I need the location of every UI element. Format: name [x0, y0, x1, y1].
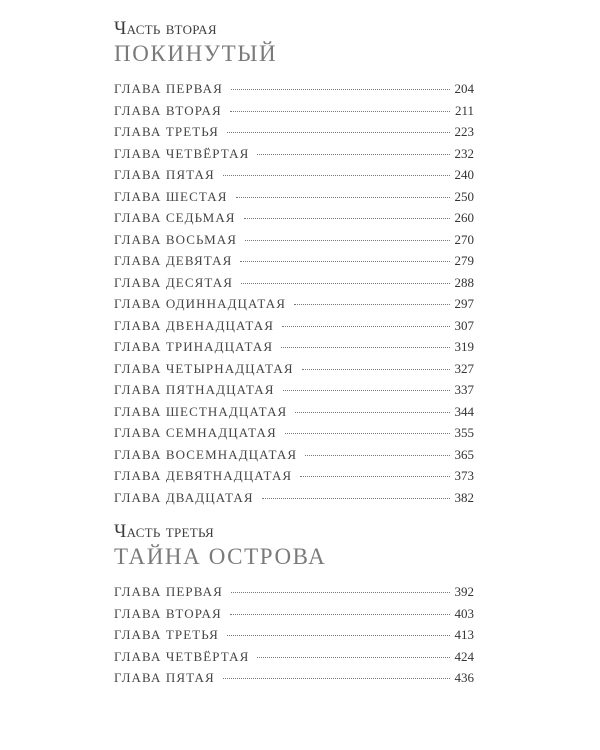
toc-entry[interactable] — [114, 186, 474, 208]
dot-leader — [302, 368, 450, 370]
chapter-label: ГЛАВА ПЯТАЯ — [114, 670, 215, 685]
chapter-label: ГЛАВА ТРЕТЬЯ — [114, 124, 219, 139]
chapter-label: ГЛАВА ВТОРАЯ — [114, 605, 222, 621]
page-number: 232 — [454, 145, 474, 161]
dot-leader — [295, 411, 450, 413]
dot-leader — [281, 346, 450, 348]
page-number: 327 — [454, 360, 474, 376]
dot-leader — [283, 389, 450, 391]
page-number: 204 — [454, 81, 474, 96]
dot-leader — [282, 325, 450, 327]
toc-entry[interactable] — [114, 315, 474, 337]
part-label: Часть третья — [114, 521, 215, 542]
toc-entry[interactable] — [114, 624, 474, 646]
chapter-label: ГЛАВА ВОСЕМНАДЦАТАЯ — [114, 446, 298, 462]
dot-leader — [231, 88, 450, 90]
dot-leader — [223, 677, 450, 679]
chapter-label: ГЛАВА ШЕСТАЯ — [114, 188, 228, 204]
dot-leader — [223, 174, 450, 176]
toc-list — [114, 78, 474, 508]
page-number: 297 — [454, 296, 474, 311]
dot-leader — [257, 153, 450, 155]
chapter-label: ГЛАВА ОДИННАДЦАТАЯ — [114, 296, 287, 311]
chapter-label: ГЛАВА ЧЕТВЁРТАЯ — [114, 145, 250, 161]
toc-entry[interactable] — [114, 143, 474, 165]
page-number: 344 — [454, 403, 474, 419]
chapter-label: ГЛАВА ДВАДЦАТАЯ — [114, 489, 254, 505]
page-number: 373 — [454, 468, 474, 483]
dot-leader — [294, 303, 450, 305]
toc-entry[interactable] — [114, 121, 474, 143]
toc-entry[interactable] — [114, 358, 474, 380]
toc-list — [114, 581, 474, 689]
toc-entry[interactable] — [114, 646, 474, 668]
chapter-label: ГЛАВА ТРИНАДЦАТАЯ — [114, 339, 274, 354]
page-number: 223 — [454, 124, 474, 139]
dot-leader — [231, 591, 450, 593]
part-title: ПОКИНУТЫЙ — [114, 41, 278, 66]
page-number: 319 — [454, 339, 474, 354]
chapter-label: ГЛАВА ПЯТНАДЦАТАЯ — [114, 382, 275, 397]
page-number: 413 — [454, 627, 474, 642]
toc-entry[interactable] — [114, 667, 474, 689]
toc-entry[interactable] — [114, 487, 474, 509]
part-three-section — [114, 521, 474, 689]
toc-entry[interactable] — [114, 272, 474, 294]
chapter-label: ГЛАВА ПЕРВАЯ — [114, 81, 223, 96]
chapter-label: ГЛАВА ВТОРАЯ — [114, 102, 222, 118]
chapter-label: ГЛАВА СЕМНАДЦАТАЯ — [114, 425, 277, 440]
dot-leader — [244, 217, 450, 219]
toc-entry[interactable] — [114, 293, 474, 315]
page-number: 250 — [454, 188, 474, 204]
page-number: 436 — [454, 670, 474, 685]
page-number: 424 — [454, 648, 474, 664]
page-number: 279 — [454, 253, 474, 268]
toc-entry[interactable] — [114, 444, 474, 466]
toc-entry[interactable] — [114, 100, 474, 122]
page-number: 270 — [454, 231, 474, 247]
page-number: 307 — [454, 317, 474, 333]
chapter-label: ГЛАВА ПЕРВАЯ — [114, 584, 223, 599]
toc-entry[interactable] — [114, 78, 474, 100]
page-number: 240 — [454, 167, 474, 182]
chapter-label: ГЛАВА ТРЕТЬЯ — [114, 627, 219, 642]
toc-entry[interactable] — [114, 250, 474, 272]
chapter-label: ГЛАВА ДВЕНАДЦАТАЯ — [114, 317, 275, 333]
dot-leader — [305, 454, 450, 456]
page-number: 382 — [454, 489, 474, 505]
chapter-label: ГЛАВА ШЕСТНАДЦАТАЯ — [114, 403, 288, 419]
dot-leader — [240, 260, 450, 262]
page-number: 260 — [454, 210, 474, 225]
dot-leader — [241, 282, 450, 284]
dot-leader — [285, 432, 450, 434]
toc-entry[interactable] — [114, 422, 474, 444]
dot-leader — [227, 634, 450, 636]
page-number: 355 — [454, 425, 474, 440]
toc-entry[interactable] — [114, 164, 474, 186]
dot-leader — [236, 196, 450, 198]
chapter-label: ГЛАВА ДЕВЯТАЯ — [114, 253, 233, 268]
page-number: 337 — [454, 382, 474, 397]
chapter-label: ГЛАВА ЧЕТЫРНАДЦАТАЯ — [114, 360, 294, 376]
chapter-label: ГЛАВА ЧЕТВЁРТАЯ — [114, 648, 250, 664]
dot-leader — [257, 656, 450, 658]
toc-entry[interactable] — [114, 379, 474, 401]
toc-entry[interactable] — [114, 603, 474, 625]
toc-entry[interactable] — [114, 581, 474, 603]
page-number: 288 — [454, 274, 474, 290]
dot-leader — [262, 497, 450, 499]
chapter-label: ГЛАВА ДЕВЯТНАДЦАТАЯ — [114, 468, 293, 483]
chapter-label: ГЛАВА ВОСЬМАЯ — [114, 231, 237, 247]
part-label: Часть вторая — [114, 18, 217, 39]
dot-leader — [300, 475, 450, 477]
dot-leader — [245, 239, 450, 241]
page-number: 211 — [454, 102, 474, 118]
page-number: 392 — [454, 584, 474, 599]
toc-entry[interactable] — [114, 229, 474, 251]
part-two-section — [114, 18, 474, 508]
toc-entry[interactable] — [114, 207, 474, 229]
dot-leader — [230, 613, 450, 615]
toc-entry[interactable] — [114, 401, 474, 423]
page-number: 365 — [454, 446, 474, 462]
page-number: 403 — [454, 605, 474, 621]
dot-leader — [230, 110, 450, 112]
chapter-label: ГЛАВА ДЕСЯТАЯ — [114, 274, 234, 290]
chapter-label: ГЛАВА СЕДЬМАЯ — [114, 210, 236, 225]
toc-entry[interactable] — [114, 336, 474, 358]
chapter-label: ГЛАВА ПЯТАЯ — [114, 167, 215, 182]
part-title: ТАЙНА ОСТРОВА — [114, 544, 327, 569]
toc-entry[interactable] — [114, 465, 474, 487]
dot-leader — [227, 131, 450, 133]
